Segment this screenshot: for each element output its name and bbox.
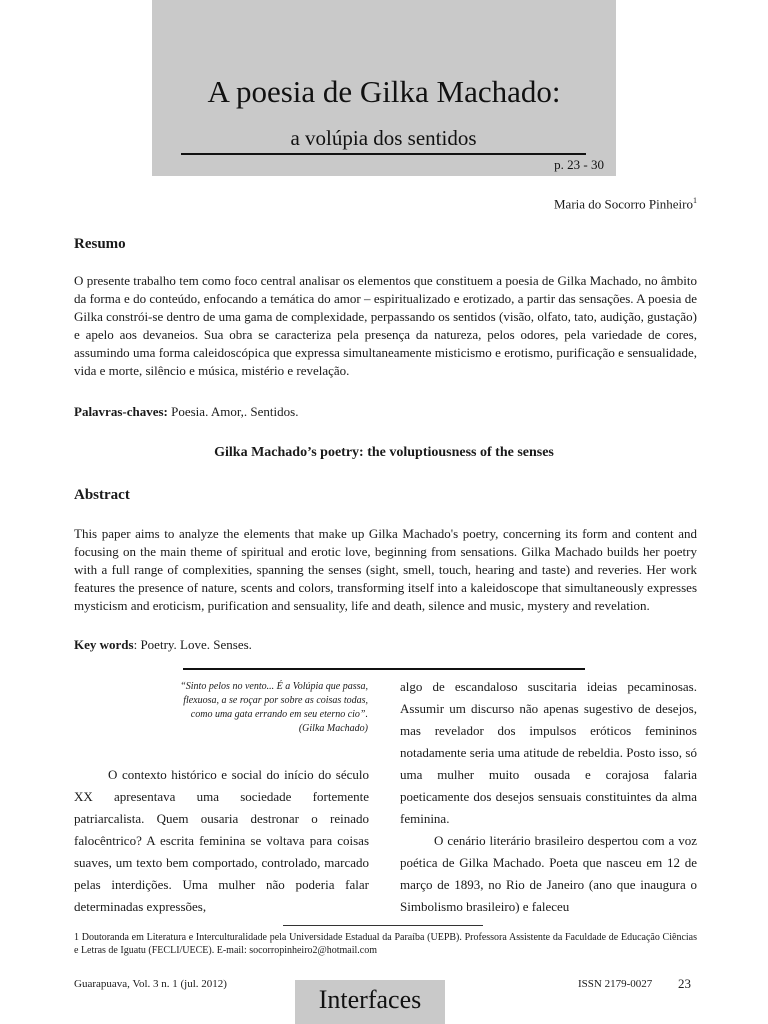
issn: ISSN 2179-0027 xyxy=(578,978,653,990)
section-divider xyxy=(183,668,585,670)
footnote-rule xyxy=(283,925,483,926)
journal-name: Interfaces xyxy=(318,985,422,1014)
abstract-keywords-label: Key words xyxy=(74,637,134,652)
abstract-keywords xyxy=(74,637,697,653)
abstract-keywords-value: : Poetry. Love. Senses. xyxy=(133,637,252,652)
article-subtitle: a volúpia dos sentidos xyxy=(290,126,477,150)
abstract-text: This paper aims to analyze the elements that make up Gilka Machado's poetry, concerning its form and content and focusing on the main theme of spiritual and erotic love, beginning from sensations. Gilka Machado builds her poetry with a full range of complexities, spanning the senses (sight, smell, touch, hearing and taste) and reveries. Her work features the presence of nature, scents and colors, transforming itself into a kaleidoscope that simultaneously expresses mysticism and eroticism, purification and sensuality, life and death, silence and music, mystery and revelation. xyxy=(74,526,697,613)
body-paragraph: O cenário literário brasileiro despertou com a voz poética de Gilka Machado. Poeta que nasceu em 12 de março de 1893, no Rio de Janeiro (ano que inaugura o Simbolismo brasileiro) e faleceu xyxy=(400,833,697,914)
epigraph-attribution: (Gilka Machado) xyxy=(298,723,368,734)
title-divider xyxy=(181,153,586,155)
resumo-text: O presente trabalho tem como foco central analisar os elementos que constituem a poesia de Gilka Machado, no âmbito da forma e do conteúdo, enfocando a temática do amor – espiritualizado e erotizado, a partir das sensações. A poesia de Gilka constrói-se dentro de uma gama de complexidade, perpassando os sentidos (visão, olfato, tato, audição, gustação) e apelo aos devaneios. Sua obra se caracteriza pela presença da natureza, pelos odores, pela variedade de cores, assumindo uma forma caleidoscópica que expressa simultaneamente misticismo e erotismo, purificação e sensualidade, vida e morte, silêncio e música, mistério e revelação. xyxy=(74,273,697,378)
epigraph xyxy=(150,680,368,736)
epigraph-line: como uma gata errando em seu eterno cio”. xyxy=(190,709,368,720)
resumo-keywords xyxy=(74,404,697,420)
body-column-left xyxy=(74,764,369,918)
english-title: Gilka Machado’s poetry: the voluptiousness of the senses xyxy=(214,445,554,460)
body-column-right xyxy=(400,676,697,918)
abstract-heading: Abstract xyxy=(74,487,130,503)
page-range: p. 23 - 30 xyxy=(554,157,604,172)
footnote: 1 Doutoranda em Literatura e Interculturalidade pela Universidade Estadual da Paraíba (UEPB). Professora Assistente da Faculdade de Educação Ciências e Letras de Iguatu (FECLI/UECE). E-mail: socorropinheiro2@hotmail.com xyxy=(74,932,697,956)
journal-banner xyxy=(295,980,445,1024)
epigraph-line: flexuosa, a se roçar por sobre as coisas todas, xyxy=(183,695,368,706)
page-number: 23 xyxy=(678,976,691,991)
resumo-keywords-value: Poesia. Amor,. Sentidos. xyxy=(171,404,299,419)
epigraph-line: “Sinto pelos no vento... É a Volúpia que passa, xyxy=(180,681,368,692)
resumo-keywords-label: Palavras-chaves: xyxy=(74,404,168,419)
resumo-heading: Resumo xyxy=(74,236,126,252)
body-paragraph: algo de escandaloso suscitaria ideias pecaminosas. Assumir um discurso não apenas sugestivo de desejos, mas revelador dos impulsos eróticos femininos notadamente seria uma atitude de rebeldia. Posto isso, só uma mulher muito ousada e corajosa falaria poeticamente dos desejos sensuais constituintes da alma feminina. xyxy=(400,679,697,826)
author-name: Maria do Socorro Pinheiro xyxy=(553,196,693,212)
journal-issue: Guarapuava, Vol. 3 n. 1 (jul. 2012) xyxy=(74,978,227,990)
author-footnote-mark: 1 xyxy=(693,196,697,205)
article-title: A poesia de Gilka Machado: xyxy=(207,74,561,109)
body-paragraph: O contexto histórico e social do início do século XX apresentava uma sociedade fortemente patriarcalista. Quem ousaria destronar o reinado falocêntrico? A escrita feminina se voltava para coisas suaves, um texto bem comportado, controlado, marcado pelas interdições. Uma mulher não poderia falar determinadas expressões, xyxy=(74,767,369,914)
author-line xyxy=(400,196,697,212)
